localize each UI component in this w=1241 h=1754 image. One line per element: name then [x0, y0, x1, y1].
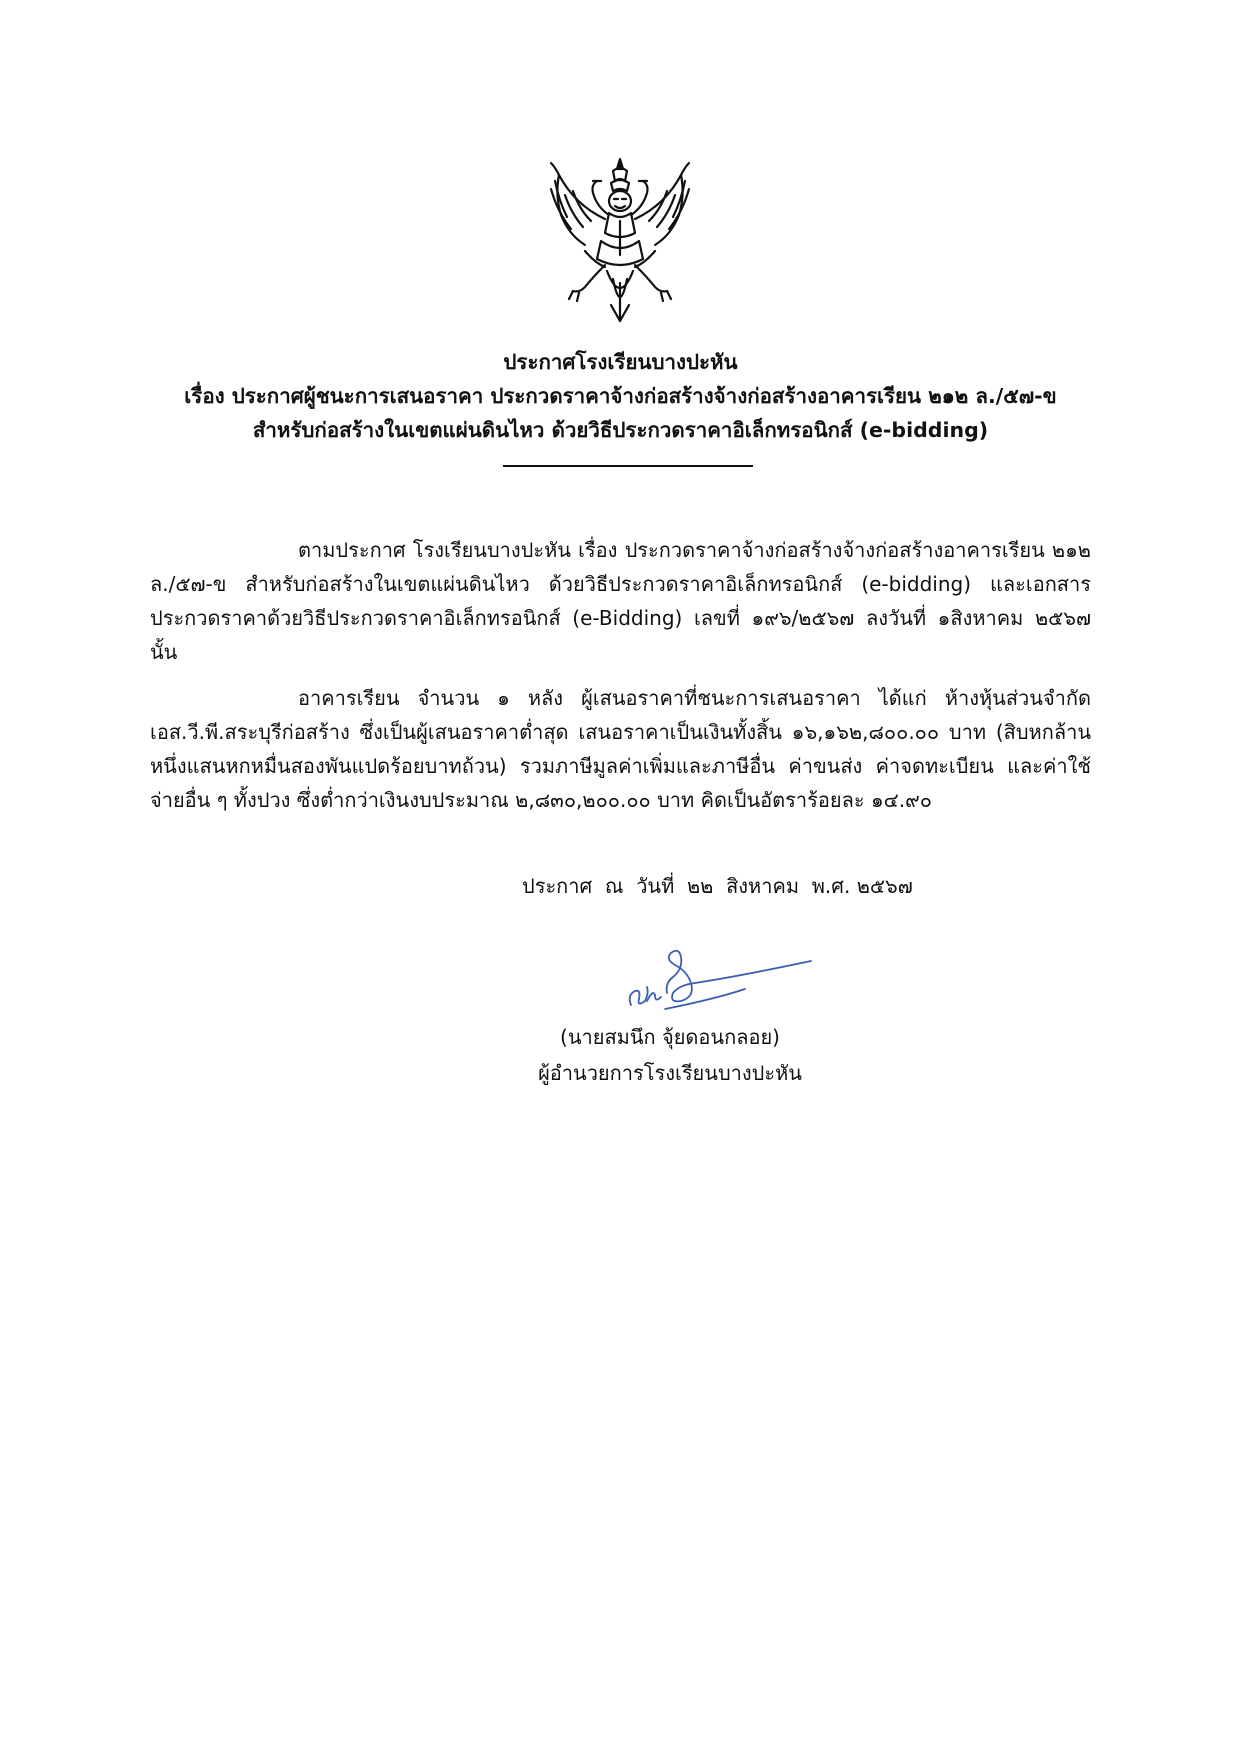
signatory-name: (นายสมนึก จุ้ยดอนกลอย)	[560, 1025, 780, 1049]
title-divider	[503, 465, 753, 467]
announcement-date: ประกาศ ณ วันที่ ๒๒ สิงหาคม พ.ศ. ๒๕๖๗	[522, 874, 913, 898]
handwritten-signature	[625, 943, 815, 1018]
garuda-emblem-icon	[545, 155, 695, 325]
body-paragraph-1: ตามประกาศ โรงเรียนบางปะหัน เรื่อง ประกวดราคาจ้างก่อสร้างจ้างก่อสร้างอาคารเรียน ๒๑๒ ล./๕๗-ข สำหรับก่อสร้างในเขตแผ่นดินไหว ด้วยวิธีประกวดราคาอิเล็กทรอนิกส์ (e-bidding) และเอกสารประกวดราคาด้วยวิธีประกวดราคาอิเล็กทรอนิกส์ (e-Bidding) เลขที่ ๑๙๖/๒๕๖๗ ลงวันที่ ๑สิงหาคม ๒๕๖๗ นั้น	[150, 538, 1091, 664]
signatory-position: ผู้อำนวยการโรงเรียนบางปะหัน	[538, 1061, 802, 1085]
body-paragraph-2: อาคารเรียน จำนวน ๑ หลัง ผู้เสนอราคาที่ชนะการเสนอราคา ได้แก่ ห้างหุ้นส่วนจำกัด เอส.วี.พี.สระบุรีก่อสร้าง ซึ่งเป็นผู้เสนอราคาต่ำสุด เสนอราคาเป็นเงินทั้งสิ้น ๑๖,๑๖๒,๘๐๐.๐๐ บาท (สิบหกล้านหนึ่งแสนหกหมื่นสองพันแปดร้อยบาทถ้วน) รวมภาษีมูลค่าเพิ่มและภาษีอื่น ค่าขนส่ง ค่าจดทะเบียน และค่าใช้จ่ายอื่น ๆ ทั้งปวง ซึ่งต่ำกว่าเงินงบประมาณ ๒,๘๓๐,๒๐๐.๐๐ บาท คิดเป็นอัตราร้อยละ ๑๔.๙๐	[150, 686, 1091, 812]
announcement-subject-continued: สำหรับก่อสร้างในเขตแผ่นดินไหว ด้วยวิธีประกวดราคาอิเล็กทรอนิกส์ (e-bidding)	[252, 418, 989, 442]
announcement-title: ประกาศโรงเรียนบางปะหัน	[503, 350, 738, 374]
announcement-subject: เรื่อง ประกาศผู้ชนะการเสนอราคา ประกวดราคาจ้างก่อสร้างจ้างก่อสร้างอาคารเรียน ๒๑๒ ล./๕๗-ข	[184, 384, 1057, 408]
